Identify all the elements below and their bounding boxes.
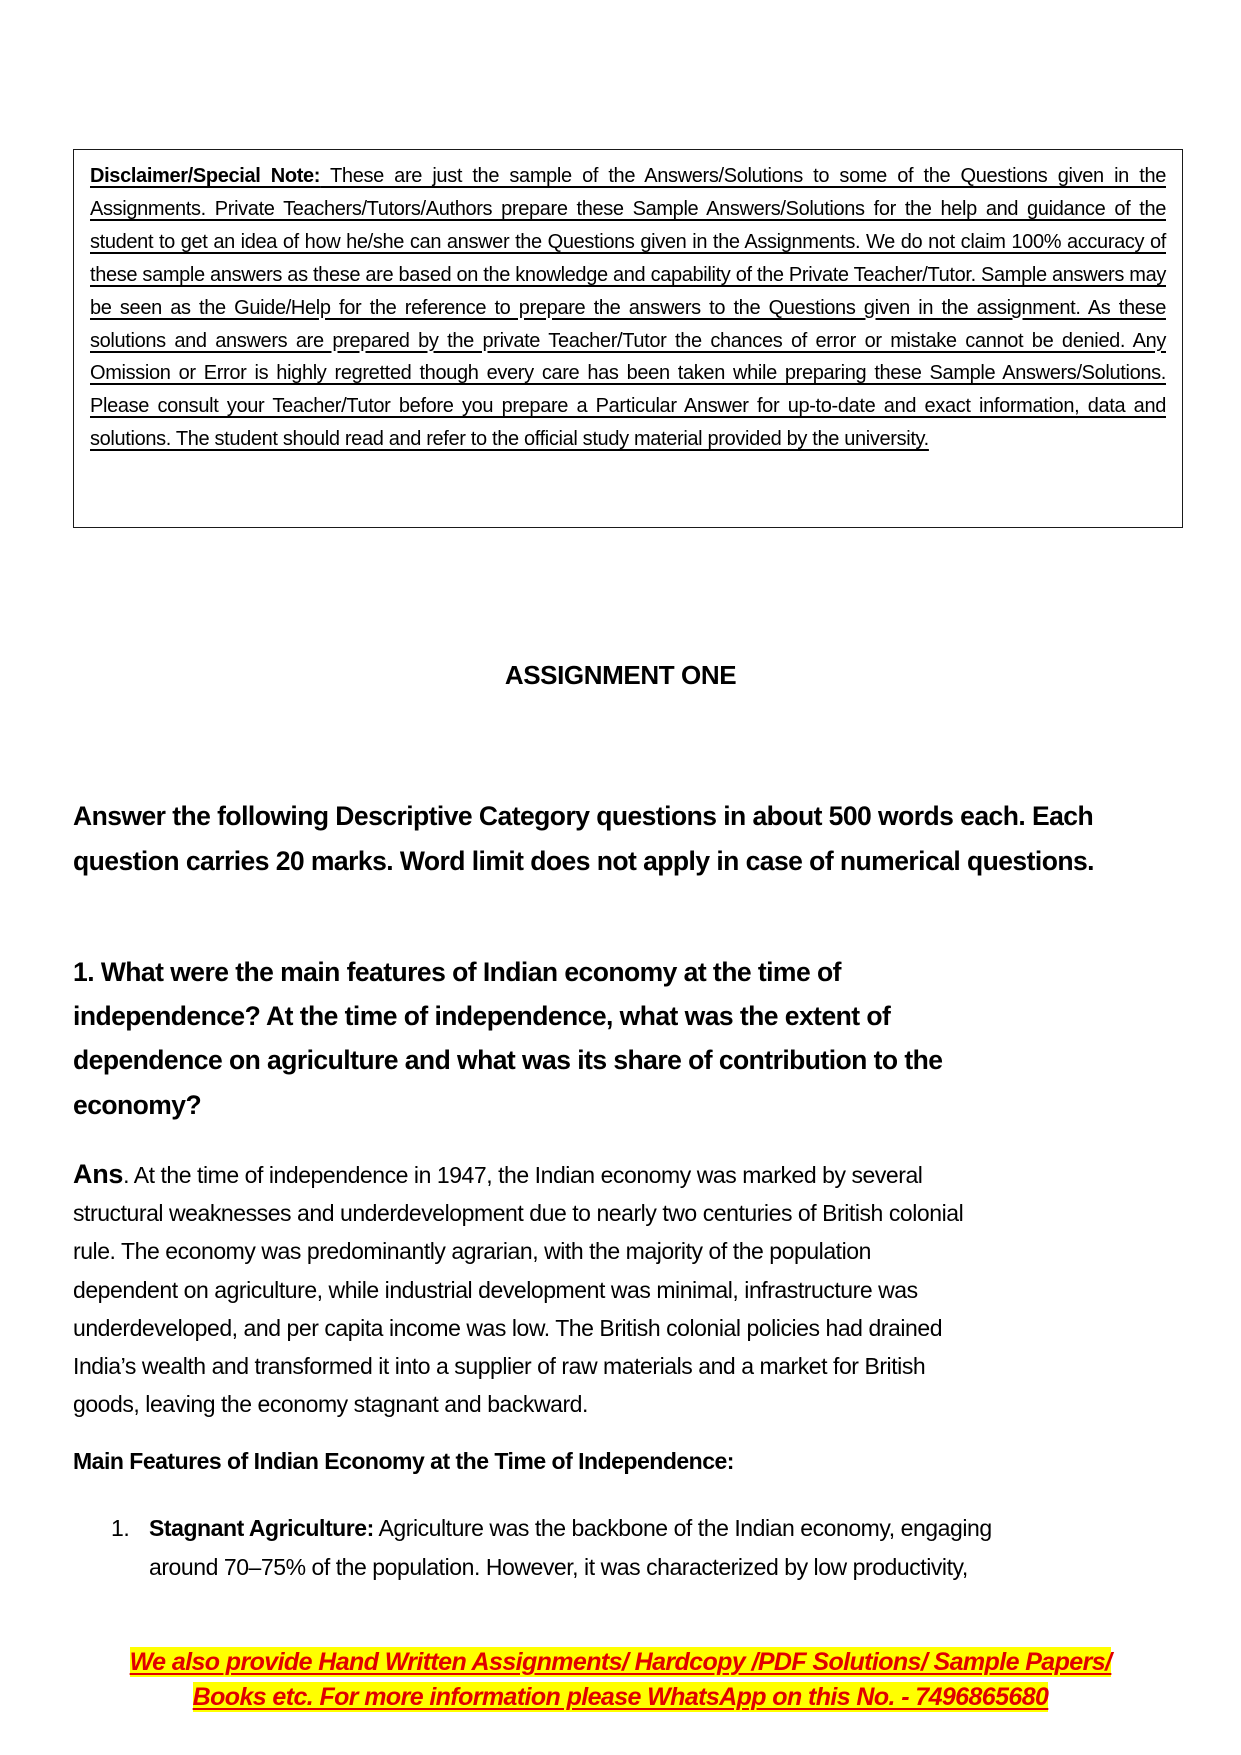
question-line: 1. What were the main features of Indian economy at the time of [73,957,841,987]
question-1 [73,950,1173,1127]
disclaimer-body: These are just the sample of the Answers/Solutions to some of the Questions given in the Assignments. Private Teachers/Tutors/Authors prepare these Sample Answers/Solutions for the help and guidance of the student to get an idea of how he/she can answer the Questions given in the Assignments. We do not claim 100% accuracy of these sample answers as these are based on the knowledge and capability of the Private Teacher/Tutor. Sample answers may be seen as the Guide/Help for the reference to prepare the answers to the Questions given in the assignment. As these solutions and answers are prepared by the private Teacher/Tutor the chances of error or mistake cannot be denied. Any Omission or Error is highly regretted though every care has been taken while preparing these Sample Answers/Solutions. Please consult your Teacher/Tutor before you prepare a Particular Answer for up-to-date and exact information, data and solutions. The student should read and refer to the official study material provided by the university. [90,165,1166,451]
answer-line: structural weaknesses and underdevelopment due to nearly two centuries of British colonial [73,1200,964,1227]
disclaimer-text [90,160,1166,456]
list-item-number: 1. [111,1515,130,1541]
disclaimer-box [73,149,1183,528]
features-list [73,1509,1183,1586]
disclaimer-label: Disclaimer/Special Note: [90,165,321,187]
promo-footer [0,1645,1241,1715]
features-heading: Main Features of Indian Economy at the Time of Independence: [73,1448,734,1474]
assignment-title: ASSIGNMENT ONE [504,660,737,690]
answer-line: underdeveloped, and per capita income was low. The British colonial policies had drained [73,1314,943,1341]
question-line: economy? [73,1089,202,1120]
answer-line: dependent on agriculture, while industrial development was minimal, infrastructure was [73,1276,918,1303]
answer-line: rule. The economy was predominantly agrarian, with the majority of the population [73,1238,871,1265]
list-item-title: Stagnant Agriculture: [149,1515,374,1541]
answer-line: India’s wealth and transformed it into a supplier of raw materials and a market for British [73,1353,926,1380]
answer-line [73,1155,1183,1194]
list-item [73,1509,1183,1586]
promo-line-2: Books etc. For more information please WhatsApp on this No. - 7496865680 [192,1683,1049,1711]
answer-paragraph [73,1155,1183,1423]
list-item-text: Agriculture was the backbone of the Indian economy, engaging [373,1515,992,1541]
question-line: independence? At the time of independence, what was the extent of [73,1001,891,1032]
instructions-paragraph: Answer the following Descriptive Category questions in about 500 words each. Each question carries 20 marks. Word limit does not apply in case of numerical questions. [73,801,1094,876]
question-line: dependence on agriculture and what was its share of contribution to the [73,1045,943,1076]
answer-label: Ans [73,1159,124,1189]
promo-line-1: We also provide Hand Written Assignments/ Hardcopy /PDF Solutions/ Sample Papers/ [129,1648,1112,1676]
list-item-line [149,1509,1183,1548]
list-item-line: around 70–75% of the population. However, it was characterized by low productivity, [149,1553,968,1580]
answer-first-line: . At the time of independence in 1947, the Indian economy was marked by several [123,1162,923,1188]
answer-line: goods, leaving the economy stagnant and backward. [73,1391,588,1418]
